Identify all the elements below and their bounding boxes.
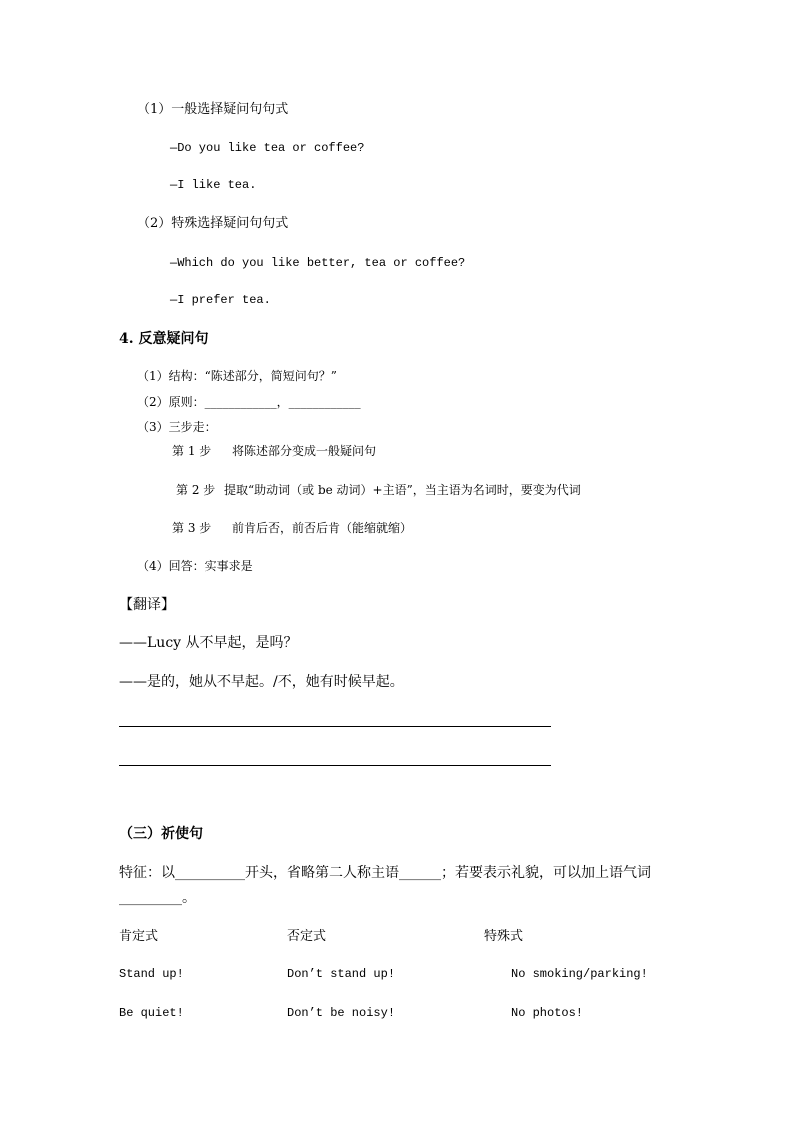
answer-line-2[interactable]	[119, 765, 551, 766]
row2-special: No photos!	[511, 1006, 584, 1020]
imperative-feature-line-2: _________。	[119, 890, 196, 906]
imperative-feature-line-1: 特征：以__________开头，省略第二人称主语______；若要表示礼貌，可以加上语气词	[119, 865, 651, 881]
col-positive-header: 肯定式	[119, 929, 159, 944]
step1-text: 将陈述部分变成一般疑问句	[232, 444, 377, 458]
imperative-heading: （三）祈使句	[119, 826, 203, 842]
col-special-header: 特殊式	[484, 929, 524, 944]
item1-answer: —I like tea.	[170, 178, 257, 192]
step2-text: 提取“助动词（或 be 动词）+主语”，当主语为名词时，要变为代词	[224, 483, 581, 497]
item2-label: （2）特殊选择疑问句句式	[137, 216, 289, 231]
tag-answer: （4）回答：实事求是	[137, 559, 253, 573]
row1-negative: Don’t stand up!	[287, 967, 396, 981]
tag-steps-label: （3）三步走：	[137, 420, 217, 434]
row2-negative: Don’t be noisy!	[287, 1006, 396, 1020]
step3-text: 前肯后否，前否后肯（能缩就缩）	[232, 521, 413, 535]
item2-question: —Which do you like better, tea or coffee?	[170, 256, 466, 270]
col-negative-header: 否定式	[287, 929, 327, 944]
step3-label: 第 3 步	[172, 521, 212, 535]
row1-positive: Stand up!	[119, 967, 184, 981]
step1-label: 第 1 步	[172, 444, 212, 458]
step2-label: 第 2 步	[176, 483, 216, 497]
tag-principle: （2）原则：____________，____________	[137, 395, 361, 409]
tag-structure: （1）结构：“陈述部分，简短问句？”	[137, 369, 337, 383]
item1-question: —Do you like tea or coffee?	[170, 141, 365, 155]
answer-line-1[interactable]	[119, 726, 551, 727]
item1-label: （1）一般选择疑问句句式	[137, 102, 289, 117]
translate-heading: 【翻译】	[119, 597, 175, 613]
translate-line-1: ——Lucy 从不早起，是吗？	[119, 635, 298, 651]
tag-question-heading: 4. 反意疑问句	[119, 331, 209, 347]
row1-special: No smoking/parking!	[511, 967, 648, 981]
row2-positive: Be quiet!	[119, 1006, 184, 1020]
translate-line-2: ——是的，她从不早起。/不，她有时候早起。	[119, 674, 404, 690]
item2-answer: —I prefer tea.	[170, 293, 271, 307]
